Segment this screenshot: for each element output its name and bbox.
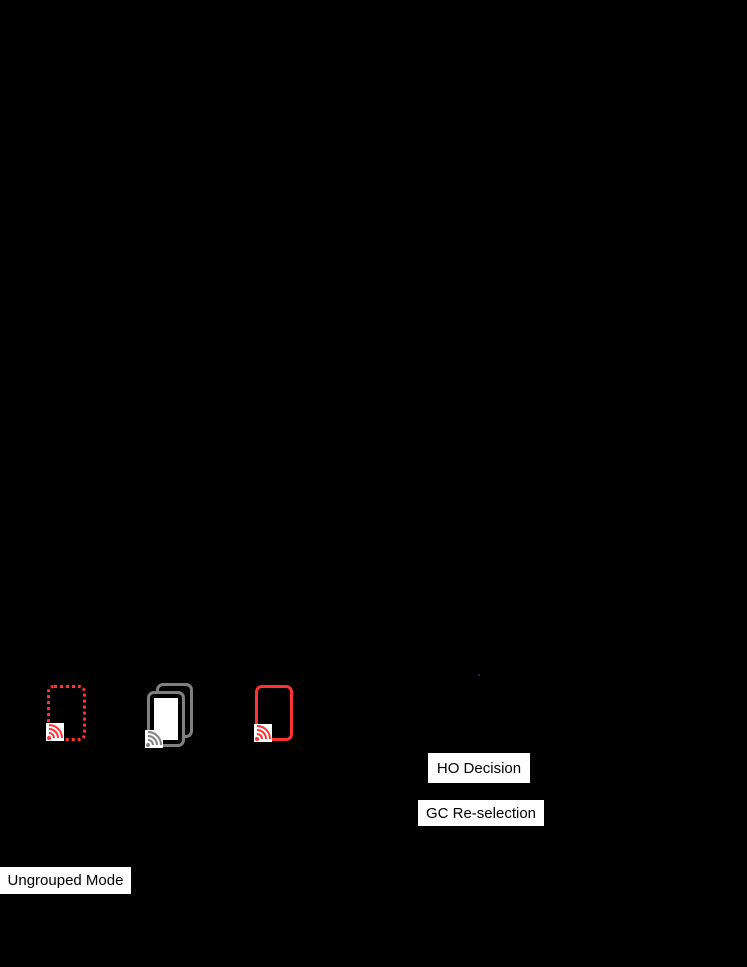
gc-reselection-label: GC Re-selection <box>418 800 544 826</box>
marker-dot <box>478 674 480 676</box>
wireless-signal-icon <box>145 730 163 748</box>
wireless-signal-icon <box>254 724 272 742</box>
ungrouped-mode-label: Ungrouped Mode <box>0 867 131 894</box>
wireless-signal-icon <box>46 723 64 741</box>
ho-decision-label: HO Decision <box>428 753 530 783</box>
